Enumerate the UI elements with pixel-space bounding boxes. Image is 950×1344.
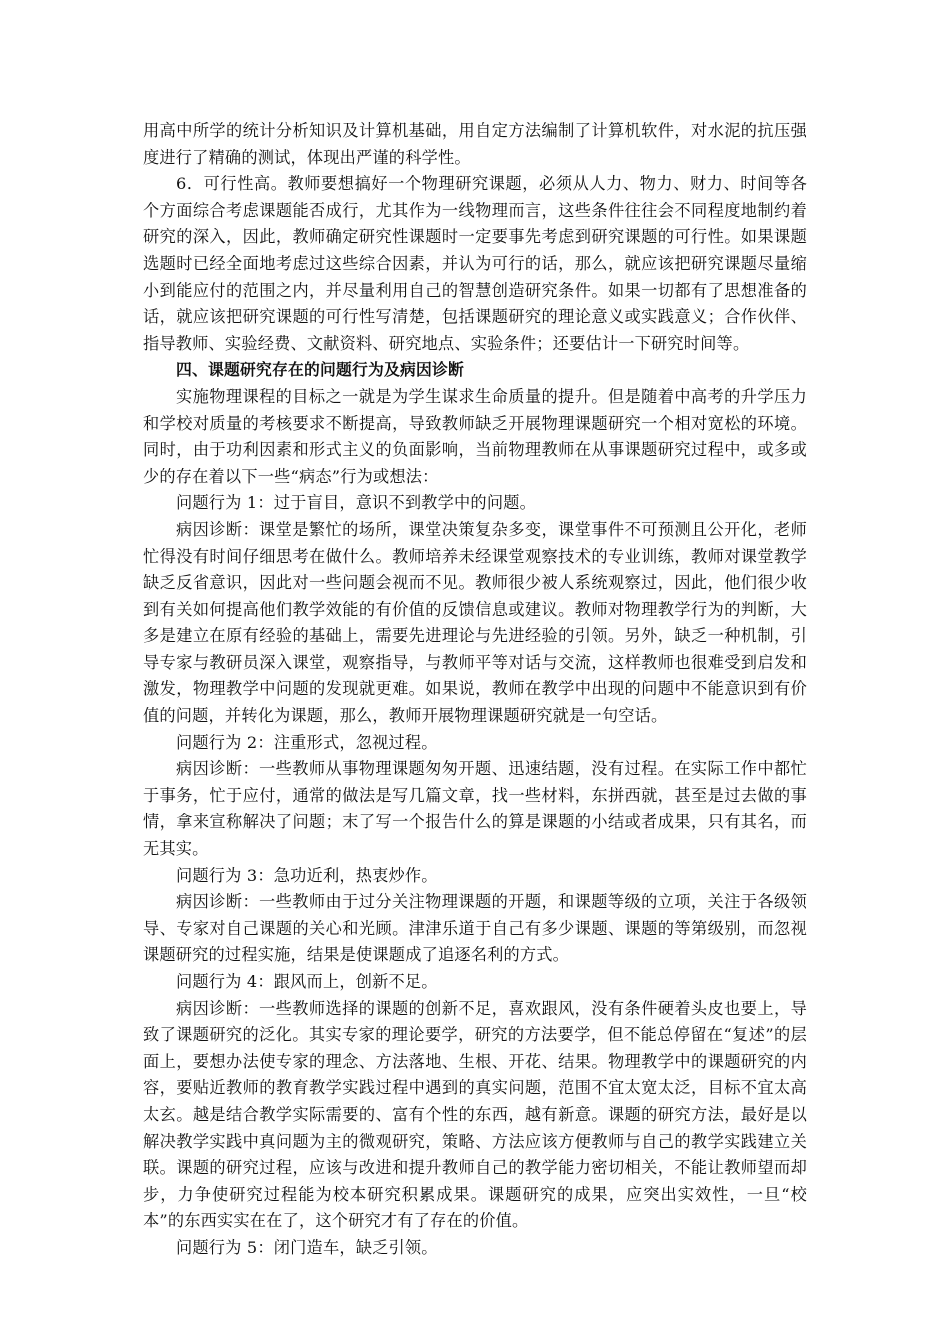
diagnosis-2: 病因诊断：一些教师从事物理课题匆匆开题、迅速结题，没有过程。在实际工作中都忙于事务，忙于应付，通常的做法是写几篇文章，找一些材料，东拼西就，甚至是过去做的事情，拿来宣称解决了问题；末了写一个报告什么的算是课题的小结或者成果，只有其名，而无其实。: [143, 759, 807, 859]
problem-behavior-1: 问题行为 1：过于盲目，意识不到教学中的问题。: [176, 493, 536, 513]
problem-behavior-2: 问题行为 2：注重形式，忽视过程。: [176, 732, 438, 752]
paragraph-continuation: 用高中所学的统计分析知识及计算机基础，用自定方法编制了计算机软件，对水泥的抗压强度进行了精确的测试，体现出严谨的科学性。: [143, 121, 807, 167]
section-heading: 四、课题研究存在的问题行为及病因诊断: [176, 360, 464, 380]
document-body: [143, 118, 807, 1262]
paragraph-intro: 实施物理课程的目标之一就是为学生谋求生命质量的提升。但是随着中高考的升学压力和学校对质量的考核要求不断提高，导致教师缺乏开展物理课题研究一个相对宽松的环境。同时，由于功利因素和形式主义的负面影响，当前物理教师在从事课题研究过程中，或多或少的存在着以下一些“病态”行为或想法：: [143, 386, 807, 486]
problem-behavior-5: 问题行为 5：闭门造车，缺乏引领。: [176, 1237, 438, 1257]
paragraph-feasibility: 6．可行性高。教师要想搞好一个物理研究课题，必须从人力、物力、财力、时间等各个方面综合考虑课题能否成行，尤其作为一线物理而言，这些条件往往会不同程度地制约着研究的深入，因此，教师确定研究性课题时一定要事先考虑到研究课题的可行性。如果课题选题时已经全面地考虑过这些综合因素，并认为可行的话，那么，就应该把研究课题尽量缩小到能应付的范围之内，并尽量利用自己的智慧创造研究条件。如果一切都有了思想准备的话，就应该把研究课题的可行性写清楚，包括课题研究的理论意义或实践意义；合作伙伴、指导教师、实验经费、文献资料、研究地点、实验条件；还要估计一下研究时间等。: [143, 174, 807, 353]
problem-behavior-4: 问题行为 4：跟风而上，创新不足。: [176, 972, 438, 991]
diagnosis-4: 病因诊断：一些教师选择的课题的创新不足，喜欢跟风，没有条件硬着头皮也要上，导致了课题研究的泛化。其实专家的理论要学，研究的方法要学，但不能总停留在“复述”的层面上，要想办法使专家的理念、方法落地、生根、开花、结果。物理教学中的课题研究的内容，要贴近教师的教育教学实践过程中遇到的真实问题，范围不宜太宽太泛，目标不宜太高太玄。越是结合教学实际需要的、富有个性的东西，越有新意。课题的研究方法，最好是以解决教学实践中真问题为主的微观研究，策略、方法应该方便教师与自己的教学实践建立关联。课题的研究过程，应该与改进和提升教师自己的教学能力密切相关，不能让教师望而却步，力争使研究过程能为校本研究积累成果。课题研究的成果，应突出实效性，一旦“校本”的东西实实在在了，这个研究才有了存在的价值。: [143, 998, 807, 1231]
diagnosis-3: 病因诊断：一些教师由于过分关注物理课题的开题，和课题等级的立项，关注于各级领导、专家对自己课题的关心和光顾。津津乐道于自己有多少课题、课题的等第级别，而忽视课题研究的过程实施，结果是使课题成了追逐名利的方式。: [143, 892, 807, 965]
problem-behavior-3: 问题行为 3：急功近利，热衷炒作。: [176, 865, 438, 885]
diagnosis-1: 病因诊断：课堂是繁忙的场所，课堂决策复杂多变，课堂事件不可预测且公开化，老师忙得没有时间仔细思考在做什么。教师培养未经课堂观察技术的专业训练，教师对课堂教学缺乏反省意识，因此对一些问题会视而不见。教师很少被人系统观察过，因此，他们很少收到有关如何提高他们教学效能的有价值的反馈信息或建议。教师对物理教学行为的判断，大多是建立在原有经验的基础上，需要先进理论与先进经验的引领。另外，缺乏一种机制，引导专家与教研员深入课堂，观察指导，与教师平等对话与交流，这样教师也很难受到启发和激发，物理教学中问题的发现就更难。如果说，教师在教学中出现的问题中不能意识到有价值的问题，并转化为课题，那么，教师开展物理课题研究就是一句空话。: [143, 519, 807, 726]
